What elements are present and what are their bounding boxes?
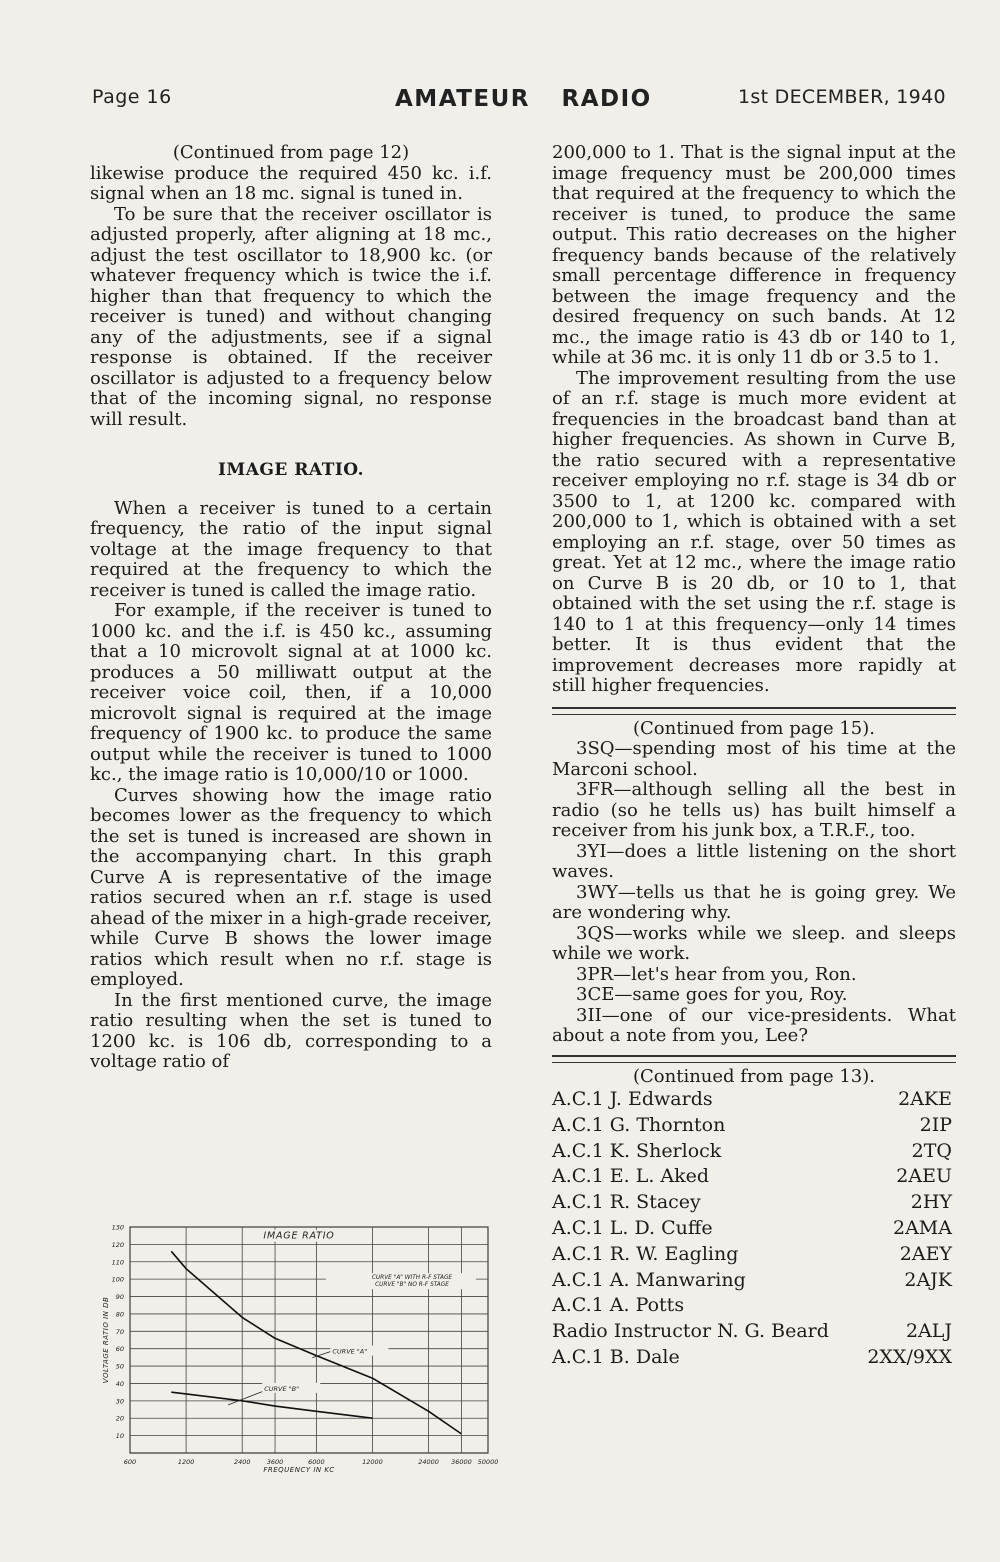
- roster-name: A.C.1 K. Sherlock: [552, 1139, 722, 1162]
- roster-callsign: 2TQ: [911, 1139, 952, 1162]
- roster-name: A.C.1 L. D. Cuffe: [552, 1216, 713, 1239]
- x-tick-label: 24000: [418, 1458, 439, 1466]
- legend-curve-b: CURVE "B" NO R-F STAGE: [375, 1282, 449, 1289]
- y-tick-label: 70: [115, 1327, 124, 1336]
- paragraph: In the first mentioned curve, the image ratio resulting when the set is tuned to 1200 kc. is 106 db, corresponding to a voltage ratio of: [90, 989, 492, 1072]
- note-item: 3YI—does a little listening on the short waves.: [552, 840, 956, 882]
- roster-row: [552, 1293, 952, 1319]
- paragraph: For example, if the receiver is tuned to 1000 kc. and the i.f. is 450 kc., assuming that a 10 microvolt signal at at 1000 kc. produces a 50 milliwatt output at the receiver voice coil, then, if a 10,000 microvolt signal is required at the image frequency of 1900 kc. to produce the same output while the receiver is tuned to 1000 kc., the image ratio is 10,000/10 or 1000.: [90, 600, 492, 785]
- roster-row: [552, 1190, 952, 1216]
- roster-row: [552, 1216, 952, 1242]
- curve-b-label: CURVE "B": [264, 1384, 300, 1393]
- y-tick-label: 80: [115, 1310, 124, 1319]
- curve-b-line: [171, 1392, 372, 1418]
- roster-callsign: 2ALJ: [905, 1320, 952, 1343]
- image-ratio-chart: [94, 1215, 514, 1485]
- roster-name: A.C.1 A. Potts: [552, 1294, 685, 1317]
- paragraph: likewise produce the required 450 kc. i.f. signal when an 18 mc. signal is tuned in.: [90, 162, 492, 204]
- x-tick-label: 50000: [477, 1458, 499, 1466]
- divider: [552, 707, 956, 715]
- roster-callsign: 2AEY: [899, 1242, 952, 1265]
- x-tick-label: 3600: [266, 1458, 284, 1466]
- curve-a-label: CURVE "A": [332, 1347, 368, 1356]
- publication-title: AMATEUR RADIO: [395, 86, 652, 112]
- issue-date: 1st DECEMBER, 1940: [738, 86, 946, 108]
- roster-row: [552, 1113, 952, 1139]
- paragraph: 200,000 to 1. That is the signal input at the image frequency must be 200,000 times that required at the frequency to which the receiver is tuned, to produce the same output. This ratio decreases on the higher frequency bands because of the relatively small percentage difference in frequency between the image frequency and the desired frequency on such bands. At 12 mc., the image ratio is 43 db or 140 to 1, while at 36 mc. it is only 11 db or 3.5 to 1.: [552, 142, 956, 368]
- y-tick-label: 110: [111, 1258, 124, 1267]
- y-tick-label: 30: [115, 1397, 124, 1406]
- y-tick-label: 60: [115, 1345, 124, 1354]
- x-tick-label: 36000: [451, 1458, 472, 1466]
- roster-row: [552, 1242, 952, 1268]
- note-item: 3SQ—spending most of his time at the Marconi school.: [552, 738, 956, 780]
- roster-callsign: 2AMA: [893, 1216, 952, 1239]
- roster-callsign: 2HY: [910, 1191, 952, 1214]
- note-item: 3II—one of our vice-presidents. What about a note from you, Lee?: [552, 1004, 956, 1046]
- y-axis-label: VOLTAGE RATIO IN DB: [102, 1296, 110, 1384]
- note-item: 3CE—same goes for you, Roy.: [576, 984, 848, 1005]
- roster-callsign: 2AJK: [904, 1268, 952, 1291]
- roster-name: Radio Instructor N. G. Beard: [552, 1320, 829, 1343]
- notes-list: [552, 739, 956, 1047]
- divider: [552, 1055, 956, 1063]
- left-column: [90, 143, 492, 1073]
- roster-callsign: 2AEU: [896, 1165, 952, 1188]
- continued-note: (Continued from page 13).: [633, 1065, 875, 1087]
- roster-name: A.C.1 E. L. Aked: [552, 1165, 710, 1188]
- x-tick-label: 2400: [233, 1458, 251, 1466]
- paragraph: To be sure that the receiver oscillator is adjusted properly, after aligning at 18 mc., adjust the test oscillator to 18,900 kc. (or whatever frequency which is twice the i.f. higher than that frequency to which the receiver is tuned) and without changing any of the adjustments, see if a signal response is obtained. If the receiver oscillator is adjusted to a frequency below that of the incoming signal, no response will result.: [90, 203, 492, 430]
- y-tick-label: 100: [111, 1275, 124, 1284]
- roster-callsign: [858, 1293, 952, 1319]
- x-tick-label: 600: [123, 1458, 137, 1466]
- roster-row: [552, 1087, 952, 1113]
- y-tick-label: 20: [115, 1414, 124, 1423]
- plot-frame: [130, 1227, 488, 1453]
- note-item: 3PR—let's hear from you, Ron.: [576, 963, 857, 985]
- x-axis-label: FREQUENCY IN KC: [263, 1466, 335, 1474]
- page-number: Page 16: [92, 86, 172, 108]
- continued-note: (Continued from page 12): [172, 142, 410, 163]
- note-item: 3FR—although selling all the best in radio (so he tells us) has built himself a receiver from his junk box, a T.R.F., too.: [552, 779, 956, 841]
- paragraph: The improvement resulting from the use of an r.f. stage is much more evident at frequencies in the broadcast band than at higher frequencies. As shown in Curve B, the ratio secured with a representative receiver employing no r.f. stage is 34 db or 3500 to 1, at 1200 kc. compared with 200,000 to 1, which is obtained with a set employing an r.f. stage, over 50 times as great. Yet at 12 mc., where the image ratio on Curve B is 20 db, or 10 to 1, that obtained with the set using the r.f. stage is 140 to 1 at this frequency—only 14 times better. It is thus evident that the improvement decreases more rapidly at still higher frequencies.: [552, 367, 956, 696]
- note-item: 3QS—works while we sleep. and sleeps while we work.: [552, 922, 956, 964]
- y-tick-label: 50: [115, 1362, 124, 1371]
- note-item: 3WY—tells us that he is going grey. We are wondering why.: [552, 881, 956, 923]
- chart-title: IMAGE RATIO: [263, 1230, 335, 1242]
- paragraph: Curves showing how the image ratio becomes lower as the frequency to which the set is tuned is increased are shown in the accompanying chart. In this graph Curve A is representative of the image ratios secured when an r.f. stage is used ahead of the mixer in a high-grade receiver, while Curve B shows the lower image ratios which result when no r.f. stage is employed.: [90, 784, 492, 990]
- roster-row: [552, 1319, 952, 1345]
- roster-name: A.C.1 R. W. Eagling: [552, 1242, 739, 1265]
- roster-callsign: 2XX/9XX: [867, 1345, 952, 1368]
- right-column: [552, 143, 956, 1371]
- roster-name: A.C.1 R. Stacey: [552, 1191, 701, 1214]
- roster-callsign: 2IP: [919, 1113, 952, 1136]
- roster-callsign: 2AKE: [898, 1088, 952, 1110]
- x-tick-label: 1200: [177, 1458, 195, 1466]
- roster-name: A.C.1 B. Dale: [552, 1345, 680, 1368]
- paragraph: When a receiver is tuned to a certain frequency, the ratio of the input signal voltage at the image frequency to that required at the frequency to which the receiver is tuned is called the image ratio.: [90, 497, 492, 601]
- roster-name: A.C.1 J. Edwards: [552, 1088, 713, 1110]
- roster-row: [552, 1164, 952, 1190]
- y-tick-label: 10: [115, 1432, 124, 1441]
- roster-row: [552, 1139, 952, 1165]
- roster-name: A.C.1 A. Manwaring: [552, 1268, 746, 1291]
- x-tick-label: 12000: [362, 1458, 383, 1466]
- continued-note: (Continued from page 15).: [633, 717, 875, 739]
- roster-name: A.C.1 G. Thornton: [552, 1113, 726, 1136]
- y-tick-label: 120: [111, 1240, 124, 1249]
- legend-curve-a: CURVE "A" WITH R-F STAGE: [371, 1275, 453, 1282]
- y-tick-label: 90: [115, 1293, 124, 1302]
- roster-row: [552, 1268, 952, 1294]
- section-heading: IMAGE RATIO.: [217, 460, 365, 480]
- roster-table: [552, 1087, 952, 1371]
- y-tick-label: 40: [115, 1379, 124, 1388]
- roster-row: [552, 1345, 952, 1371]
- y-tick-label: 130: [111, 1223, 124, 1232]
- x-tick-label: 6000: [308, 1458, 325, 1466]
